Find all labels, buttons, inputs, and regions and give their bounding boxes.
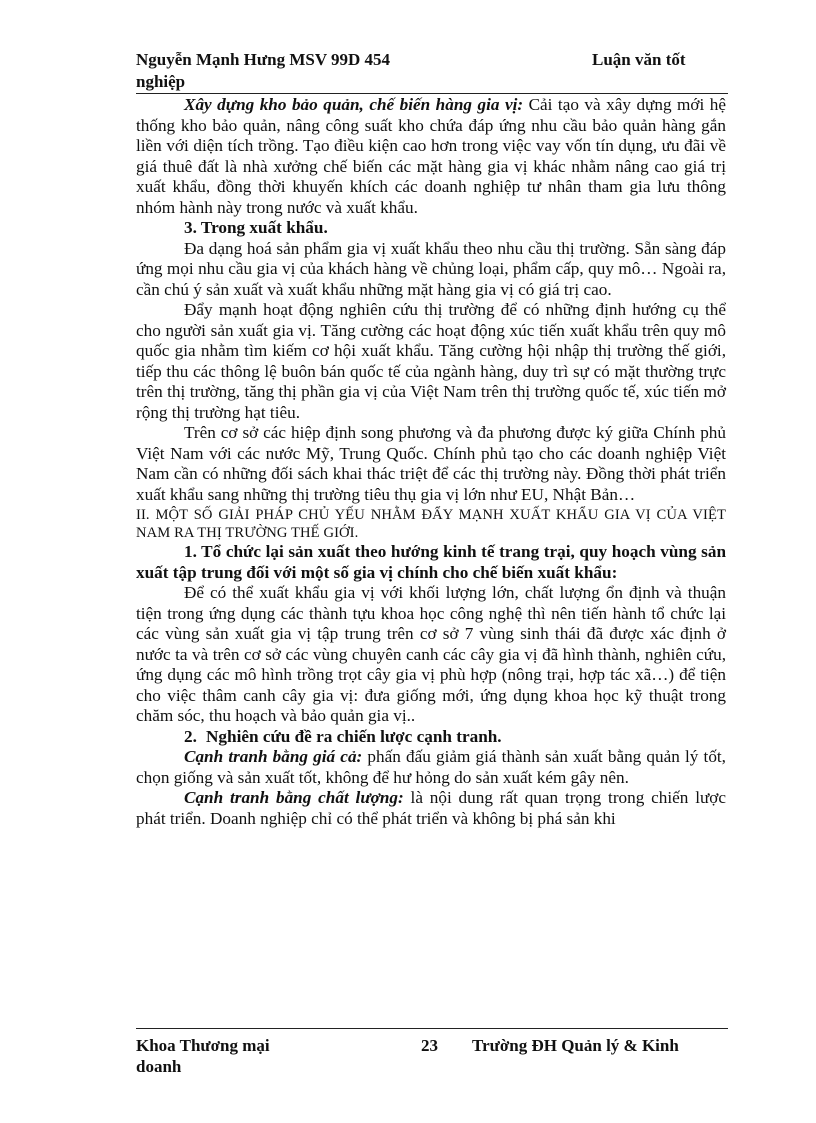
page-body: [136, 95, 726, 829]
paragraph-text: là nội dung rất quan trọng trong chiến lược phát triển. Doanh nghiệp chỉ có thể phát triển và không bị phá sản khi: [136, 788, 726, 828]
paragraph-diversify: Đa dạng hoá sản phẩm gia vị xuất khẩu theo nhu cầu thị trường. Sẵn sàng đáp ứng mọi nhu cầu gia vị của khách hàng về chủng loại, phẩm cấp, quy mô… Ngoài ra, cần chú ý sản xuất và xuất khẩu những mặt hàng gia vị có giá trị cao.: [136, 238, 726, 299]
section-heading: II. MỘT SỐ GIẢI PHÁP CHỦ YẾU NHẰM ĐẨY MẠNH XUẤT KHẨU GIA VỊ CỦA VIỆT NAM RA THỊ TRƯỜNG THẾ GIỚI.: [136, 507, 726, 541]
heading-competition: [136, 727, 726, 748]
paragraph-lead: Xây dựng kho bảo quản, chế biến hàng gia vị:: [184, 95, 524, 114]
header-doc-type: Luận văn tốt: [592, 50, 686, 69]
paragraph-production-zones: Để có thể xuất khẩu gia vị với khối lượng lớn, chất lượng ổn định và thuận tiện trong ứng dụng các thành tựu khoa học công nghệ thì nên tiến hành tổ chức lại các vùng sản xuất gia vị tập trung trên cơ sở 7 vùng sinh thái đã được xác định ở nước ta và trên cơ sở các vùng chuyên canh các cây gia vị đã hình thành, nghiên cứu, ứng dụng các mô hình trồng trọt cây gia vị phù hợp (nông trại, hợp tác xã…) để tiện cho việc thâm canh cây gia vị: đưa giống mới, ứng dụng khoa học kỹ thuật trong chăm sóc, thu hoạch và bảo quản gia vị..: [136, 583, 726, 725]
footer-faculty-cont: doanh: [136, 1057, 182, 1076]
header-doc-type-cont: nghiệp: [136, 72, 186, 91]
header-rule: [136, 93, 728, 94]
heading-reorganize: 1. Tổ chức lại sản xuất theo hướng kinh tế trang trại, quy hoạch vùng sản xuất tập trung đối với một số gia vị chính cho chế biến xuất khẩu:: [136, 542, 726, 582]
paragraph-lead: Cạnh tranh bằng chất lượng:: [184, 788, 404, 807]
paragraph-storage: [136, 95, 726, 218]
paragraph-text: phấn đấu giảm giá thành sản xuất bằng quản lý tốt, chọn giống và sản xuất tốt, không để hư hỏng do sản xuất kém gây nên.: [136, 747, 726, 787]
footer-faculty: Khoa Thương mại: [136, 1036, 270, 1055]
paragraph-agreements: Trên cơ sở các hiệp định song phương và đa phương được ký giữa Chính phủ Việt Nam với các nước Mỹ, Trung Quốc. Chính phủ tạo cho các doanh nghiệp Việt Nam cần có những đối sách khai thác triệt để các thị trường này. Đồng thời phát triển xuất khẩu sang những thị trường tiêu thụ gia vị lớn như EU, Nhật Bản…: [136, 423, 726, 504]
heading-text: Nghiên cứu đề ra chiến lược cạnh tranh.: [206, 726, 502, 746]
paragraph-lead: Cạnh tranh bằng giá cả:: [184, 747, 363, 766]
paragraph-market-research: Đẩy mạnh hoạt động nghiên cứu thị trường để có những định hướng cụ thể cho người sản xuất gia vị. Tăng cường các hoạt động xúc tiến xuất khẩu trên quy mô quốc gia nhằm tìm kiếm cơ hội xuất khẩu. Tăng cường hội nhập thị trường thế giới, tiếp thu các thông lệ buôn bán quốc tế của ngành hàng, duy trì sự có mặt thường trực trên thị trường, tăng thị phần gia vị của Việt Nam trên thị trường quốc tế, xúc tiến mở rộng thị trường hạt tiêu.: [136, 300, 726, 422]
paragraph-text: Cải tạo và xây dựng mới hệ thống kho bảo quản, nâng công suất kho chứa đáp ứng nhu cầu bảo quản hàng gắn liền với diện tích trồng. Tạo điều kiện cao hơn trong việc vay vốn tín dụng, ưu đãi về giá thuê đất là nhà xưởng chế biến các mặt hàng gia vị khác nhằm nâng cao giá trị xuất khẩu, đồng thời khuyến khích các doanh nghiệp tư nhân tham gia lưu thông nhóm hành này trong nước và xuất khẩu.: [136, 95, 726, 217]
footer-university: Trường ĐH Quản lý & Kinh: [472, 1036, 679, 1055]
footer-rule: [136, 1028, 728, 1029]
paragraph-quality-competition: [136, 788, 726, 829]
page-number: 23: [421, 1036, 438, 1055]
paragraph-price-competition: [136, 747, 726, 788]
header-author: Nguyễn Mạnh Hưng MSV 99D 454: [136, 50, 391, 69]
heading-number: 2.: [184, 726, 197, 746]
heading-export: 3. Trong xuất khẩu.: [184, 218, 328, 237]
